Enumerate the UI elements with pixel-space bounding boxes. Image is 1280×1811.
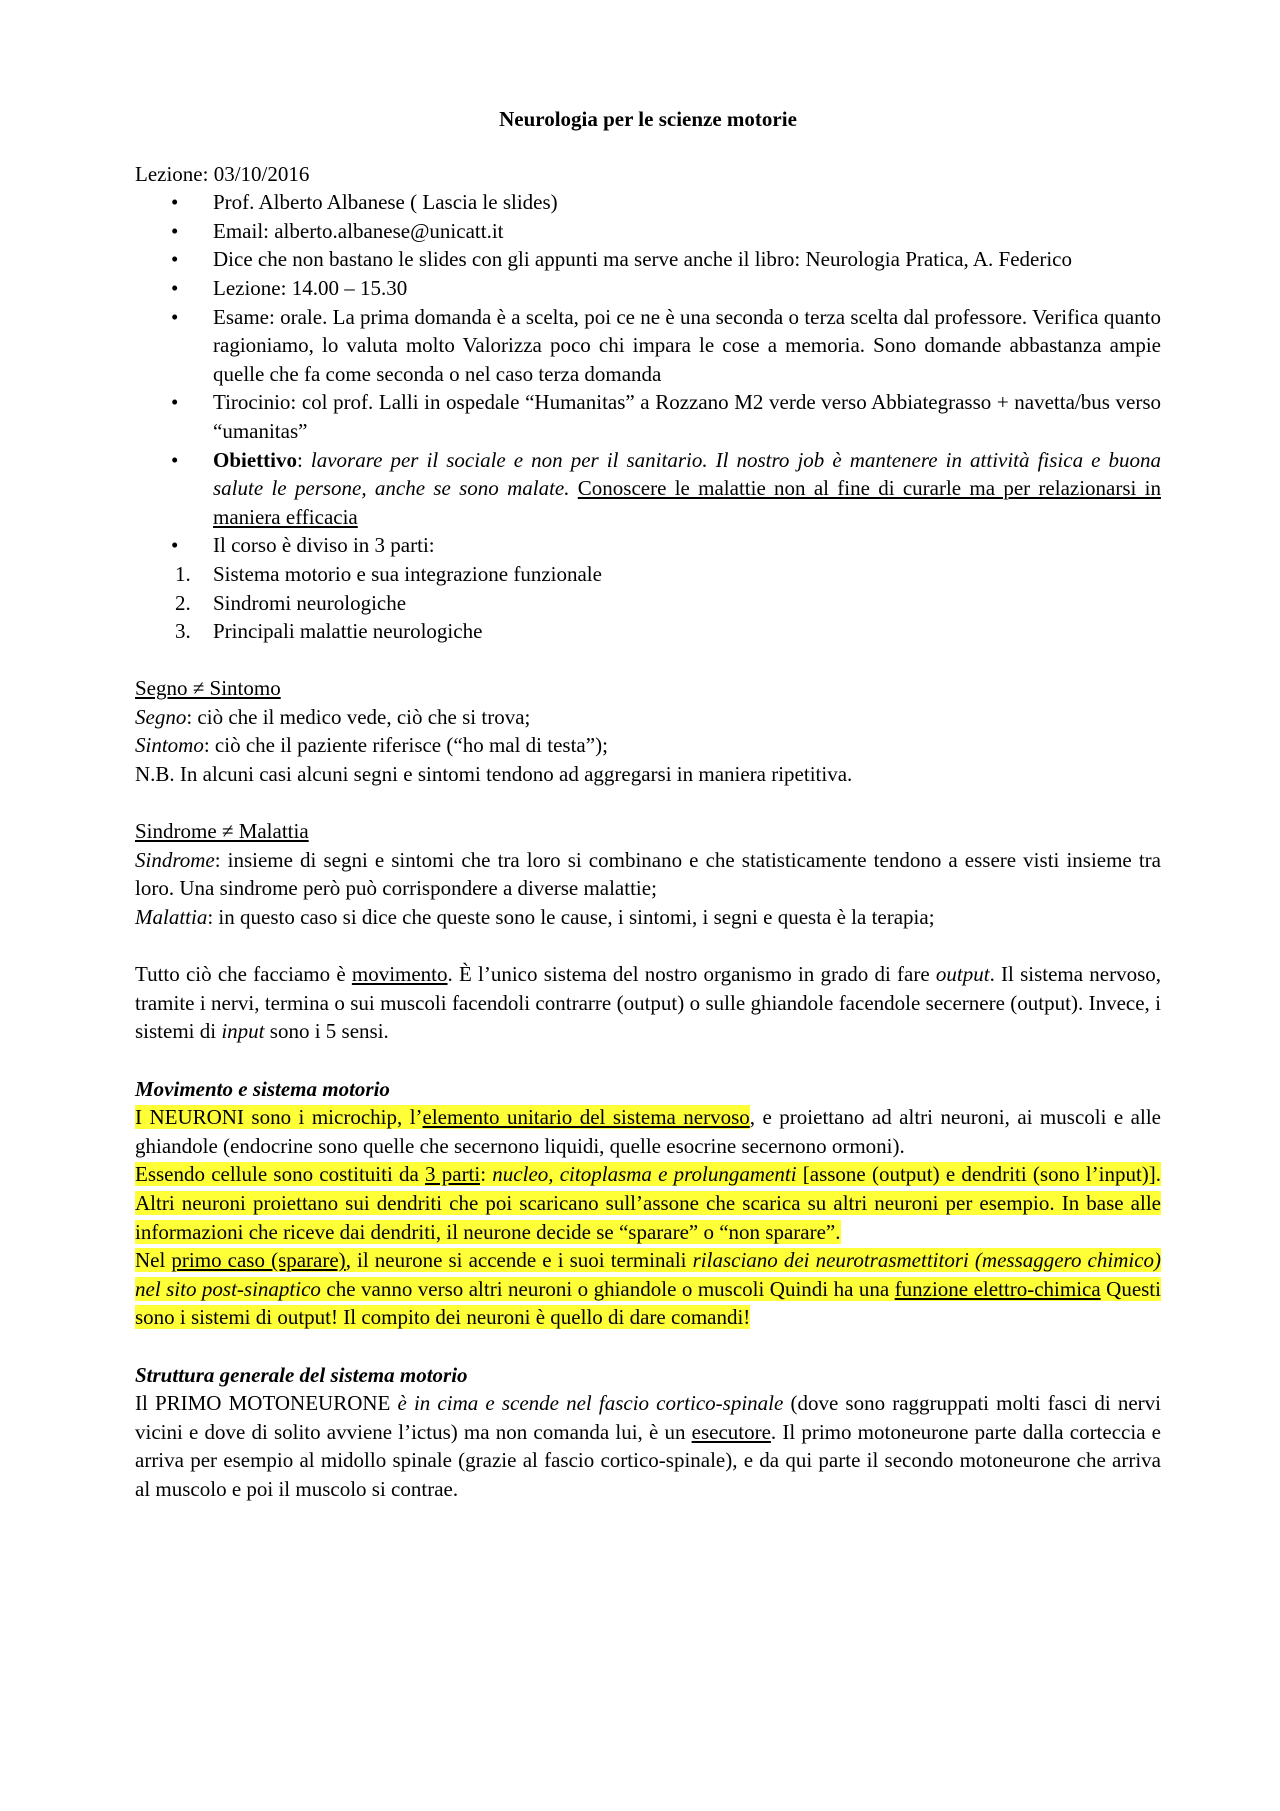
obiettivo-label: Obiettivo [213, 447, 297, 472]
numbered-item: 1. Sistema motorio e sua integrazione funzionale [175, 561, 602, 586]
spacer [135, 1332, 1161, 1361]
list-item: • Esame: orale. La prima domanda è a scelta, poi ce ne è una seconda o terza scelta dal professore. Verifica quanto ragioniamo, lo valuta molto Valorizza poco chi impara le cose a memoria. Sono domande abbastanza ampie quelle che fa come seconda o nel caso terza domanda [171, 304, 1161, 386]
sintomo-definition: Sintomo: ciò che il paziente riferisce (“ho mal di testa”); [135, 733, 608, 758]
movimento-paragraph: Tutto ciò che facciamo è movimento. È l’unico sistema del nostro organismo in grado di fare output. Il sistema nervoso, tramite i nervi, termina o sui muscoli facendoli contrarre (output) o sulle ghiandole facendole secernere (output). Invece, i sistemi di input sono i 5 sensi. [135, 962, 1162, 1044]
spacer [135, 1046, 1161, 1075]
spacer [135, 646, 1161, 675]
list-item: • Email: alberto.albanese@unicatt.it [171, 218, 504, 243]
spacer [135, 789, 1161, 818]
sindrome-heading: Sindrome ≠ Malattia [135, 819, 309, 844]
list-item: • Prof. Alberto Albanese ( Lascia le slides) [171, 190, 558, 215]
info-bullet-list [135, 188, 1161, 646]
malattia-definition: Malattia: in questo caso si dice che queste sono le cause, i sintomi, i segni e questa è la terapia; [135, 905, 935, 930]
movimento-heading: Movimento e sistema motorio [135, 1076, 390, 1101]
neuroni-paragraph: I NEURONI sono i microchip, l’elemento unitario del sistema nervoso, e proiettano ad altri neuroni, ai muscoli e alle ghiandole (endocrine sono quelle che secernono liquidi, quelle esocrine secernono ormoni). [135, 1105, 1161, 1158]
nota-bene: N.B. In alcuni casi alcuni segni e sintomi tendono ad aggregarsi in maniera ripetitiva. [135, 762, 853, 787]
list-item: • Lezione: 14.00 – 15.30 [171, 275, 408, 300]
segno-definition: Segno: ciò che il medico vede, ciò che si trova; [135, 704, 531, 729]
numbered-item: 3. Principali malattie neurologiche [175, 619, 483, 644]
list-item: • Dice che non bastano le slides con gli appunti ma serve anche il libro: Neurologia Pratica, A. Federico [171, 247, 1072, 272]
numbered-item: 2. Sindromi neurologiche [175, 590, 407, 615]
document-body [135, 105, 1161, 1504]
sparare-paragraph: Nel primo caso (sparare), il neurone si accende e i suoi terminali rilasciano dei neurotrasmettitori (messaggero chimico) nel sito post-sinaptico che vanno verso altri neuroni o ghiandole o muscoli Quindi ha una funzione elettro-chimica Questi sono i sistemi di output! Il compito dei neuroni è quello di dare comandi! [135, 1248, 1162, 1330]
cellule-paragraph: Essendo cellule sono costituiti da 3 parti: nucleo, citoplasma e prolungamenti [assone (output) e dendriti (sono l’input)]. Altri neuroni proiettano sui dendriti che poi scaricano sull’assone che scarica su altri neuroni per esempio. In base alle informazioni che riceve dai dendriti, il neurone decide se “sparare” o “non sparare”. [135, 1162, 1162, 1244]
segno-heading: Segno ≠ Sintomo [135, 676, 281, 701]
spacer [135, 932, 1161, 961]
sindrome-definition: Sindrome: insieme di segni e sintomi che tra loro si combinano e che statisticamente tendono a essere visti insieme tra loro. Una sindrome però può corrispondere a diverse malattie; [135, 847, 1161, 901]
document-title: Neurologia per le scienze motorie [499, 107, 797, 131]
list-item: • Tirocinio: col prof. Lalli in ospedale “Humanitas” a Rozzano M2 verde verso Abbiategrasso + navetta/bus verso “umanitas” [171, 390, 1161, 443]
struttura-heading: Struttura generale del sistema motorio [135, 1362, 468, 1387]
list-item-obiettivo: • Obiettivo: lavorare per il sociale e non per il sanitario. Il nostro job è mantenere in attività fisica e buona salute le persone, anche se sono malate. Conoscere le malattie non al fine di curarle ma per relazionarsi in maniera efficacia [171, 447, 1161, 529]
struttura-paragraph: Il PRIMO MOTONEURONE è in cima e scende nel fascio cortico-spinale (dove sono raggruppati molti fasci di nervi vicini e dove di solito avviene l’ictus) ma non comanda lui, è un esecutore. Il primo motoneurone parte dalla corteccia e arriva per esempio al midollo spinale (grazie al fascio cortico-spinale), e da qui parte il secondo motoneurone che arriva al muscolo e poi il muscolo si contrae. [135, 1391, 1161, 1501]
list-item: • Il corso è diviso in 3 parti: [171, 533, 435, 558]
lesson-date: Lezione: 03/10/2016 [135, 161, 310, 186]
